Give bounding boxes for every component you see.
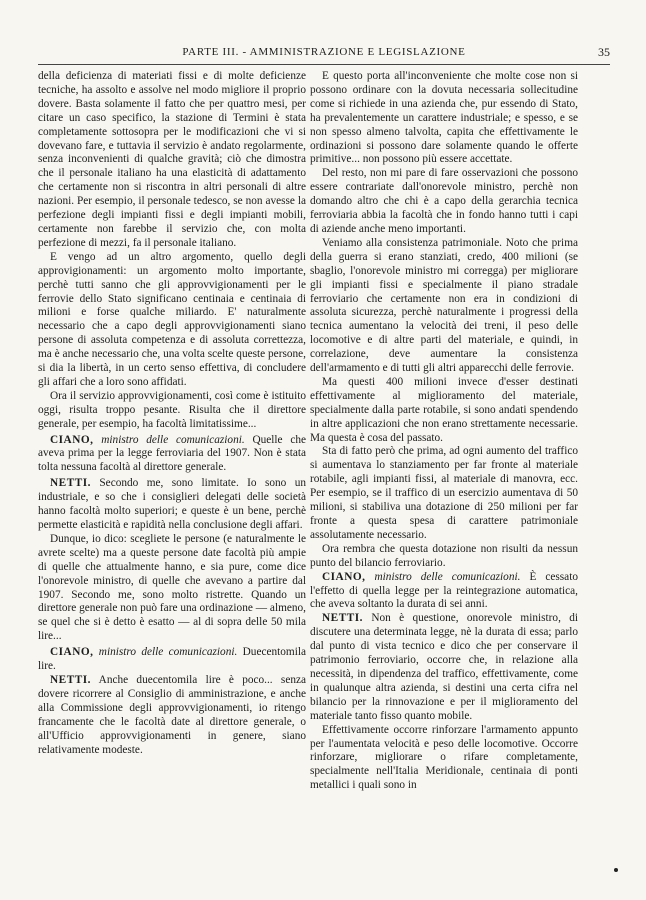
speaker-name: NETTI.: [50, 673, 91, 686]
paragraph: Dunque, io dico: scegliete le persone (e naturalmente le avrete scelte) ma a queste persone date facoltà più ampie di quelle che attualmente hanno, e sia pure, come dice l'onorevole ministro, di quelle che avevano a partire dal 1907. Secondo me, sono molto ristrette. Quando un direttore generale non può fare una ordinazione — almeno, se quel che si è detto è esatto — al di sopra delle 50 mila lire...: [38, 532, 306, 643]
paragraph: E vengo ad un altro argomento, quello degli approvigionamenti: un argomento molto importante, perchè tutti sanno che gli approvvigionamenti per le ferrovie dello Stato significano centinaia e centinaia di milioni e forse qualche miliardo. E' naturalmente necessario che a capo degli approvvigionamenti siano persone di assoluta competenza e di assoluta correttezza, ma è anche necessario che, una volta scelte queste persone, si dia la libertà, in un certo senso effettiva, di concludere gli affari che a loro sono affidati.: [38, 250, 306, 388]
paragraph: Ma questi 400 milioni invece d'esser destinati effettivamente al miglioramento del materiale, specialmente dalla parte rotabile, si sono andati spendendo in altre applicazioni che non erano strettamente necessarie. Ma questa è cosa del passato.: [310, 375, 578, 444]
header-title: PARTE III. - AMMINISTRAZIONE E LEGISLAZIONE: [182, 46, 466, 58]
speech-paragraph: NETTI. Secondo me, sono limitate. Io sono un industriale, e so che i consiglieri delegati delle società hanno facoltà molto superiori; e queste è un bene, perchè permette elasticità e rapidità nella conclusione degli affari.: [38, 477, 307, 531]
speaker-role: ministro delle comunicazioni.: [101, 433, 245, 446]
speaker-name: NETTI.: [50, 477, 91, 490]
speaker-name: CIANO,: [50, 646, 94, 659]
speech-paragraph: CIANO, ministro delle comunicazioni. Quelle che aveva prima per la legge ferroviaria del 1907. Non è stata tolta nessuna facoltà al direttore generale.: [38, 433, 307, 474]
speech-paragraph: NETTI. Anche duecentomila lire è poco... senza dovere ricorrere al Consiglio di amministrazione, e anche alla Commissione degli approvvigionamenti, io ritengo francamente che le facoltà date al direttore generale, o all'Ufficio approvvigionamenti in genere, siano relativamente modeste.: [38, 673, 307, 756]
paragraph: Effettivamente occorre rinforzare l'armamento appunto per l'aumentata velocità e peso delle locomotive. Occorre rinforzare, migliorare o rifare completamente, specialmente nell'Italia Meridionale, centinaia di ponti metallici i quali sono in: [310, 723, 578, 792]
paragraph: Ora rembra che questa dotazione non risulti da nessun punto del bilancio ferroviario.: [310, 542, 578, 569]
page-number: 35: [598, 45, 610, 59]
speech-paragraph: CIANO, ministro delle comunicazioni. Duecentomila lire.: [38, 646, 307, 673]
running-header: [38, 44, 610, 65]
speech-paragraph: NETTI. Non è questione, onorevole ministro, di discutere una determinata legge, nè la durata di essa; parlo dal punto di vista tecnico e dico che per conservare il patrimonio ferroviario, occorre che, in relazione alla necessità, in dipendenza del traffico, effettivamente, come in qualunque altra azienda, si destini una certa cifra nel bilancio per la rinnovazione e per il miglioramento del materiale tanto fisso quanto mobile.: [310, 612, 579, 722]
paragraph: E questo porta all'inconveniente che molte cose non si possono ordinare con la dovuta necessaria sollecitudine come si richiede in una azienda che, pur essendo di Stato, ha prevalentemente un carattere industriale; e spesso, e se non spesso almeno talvolta, capita che effettivamente le ordinazioni si possono dare solamente quando le offerte primitive... non possono più essere accettate.: [310, 70, 578, 166]
speaker-role: ministro delle comunicazioni.: [374, 570, 521, 583]
left-column: [38, 70, 306, 757]
paragraph: della deficienza di materiati fissi e di molte deficienze tecniche, ha assolto e assolve nel modo migliore il proprio dovere. Basta solamente il fatto che per quattro mesi, per citare un caso specifico, la stazione di Termini è stata completamente sottosopra per le modificazioni che vi si dovevano fare, e tuttavia il servizio è andato regolarmente, senza inconvenienti di qualche gravità; ciò che dimostra che il personale italiano ha una elasticità di adattamento che certamente non si riscontra in altri personali di altre nazioni. Per esempio, il personale tedesco, se non avesse la perfezione degli impianti fissi e degli impianti mobili, certamente non farebbe il servizio che, con molta perfezione di mezzi, fa il personale italiano.: [38, 70, 306, 249]
speaker-name: CIANO,: [322, 570, 366, 583]
right-column: [310, 70, 578, 793]
bullet-mark: [614, 868, 618, 872]
speaker-name: NETTI.: [322, 612, 363, 625]
paragraph: Sta di fatto però che prima, ad ogni aumento del traffico si aumentava lo stanziamento per far fronte al materiale rotabile, agli impianti fissi, al materiale di manovra, ecc. Per esempio, se il traffico di un esercizio aumentava di 50 milioni, si stabiliva una dotazione di 250 milioni per far fronte a questa spesa di carattere patrimoniale assolutamente necessario.: [310, 445, 578, 541]
speaker-name: CIANO,: [50, 433, 94, 446]
paragraph: Del resto, non mi pare di fare osservazioni che possono essere contrariate dall'onorevole ministro, perchè non domando altro che chi è a capo della gerarchia tecnica ferroviaria abbia la facoltà che in fondo hanno tutti i capi di aziende anche meno importanti.: [310, 167, 578, 235]
paragraph: Ora il servizio approvvigionamenti, così come è istituito oggi, risulta troppo pesante. Risulta che il direttore generale, per esempio, ha facoltà limitatissime...: [38, 389, 306, 430]
paragraph: Veniamo alla consistenza patrimoniale. Noto che prima della guerra si erano stanziati, credo, 400 milioni (se sbaglio, l'onorevole ministro mi corregga) per migliorare gli impianti fissi e specialmente il piano stradale ferroviario che certamente non era in condizioni di assoluta sicurezza, perchè naturalmente i progressi della tecnica aumentano la velocità dei treni, il peso delle locomotive e di altre parti del materiale, e quindi, in correlazione, deve aumentare la consistenza dell'armamento e di tutti gli altri apparecchi delle ferrovie.: [310, 236, 578, 375]
speech-paragraph: CIANO, ministro delle comunicazioni. È cessato l'effetto di quella legge per la reintegrazione automatica, che aveva soltanto la durata di sei anni.: [310, 570, 578, 611]
speaker-role: ministro delle comunicazioni.: [98, 646, 238, 659]
